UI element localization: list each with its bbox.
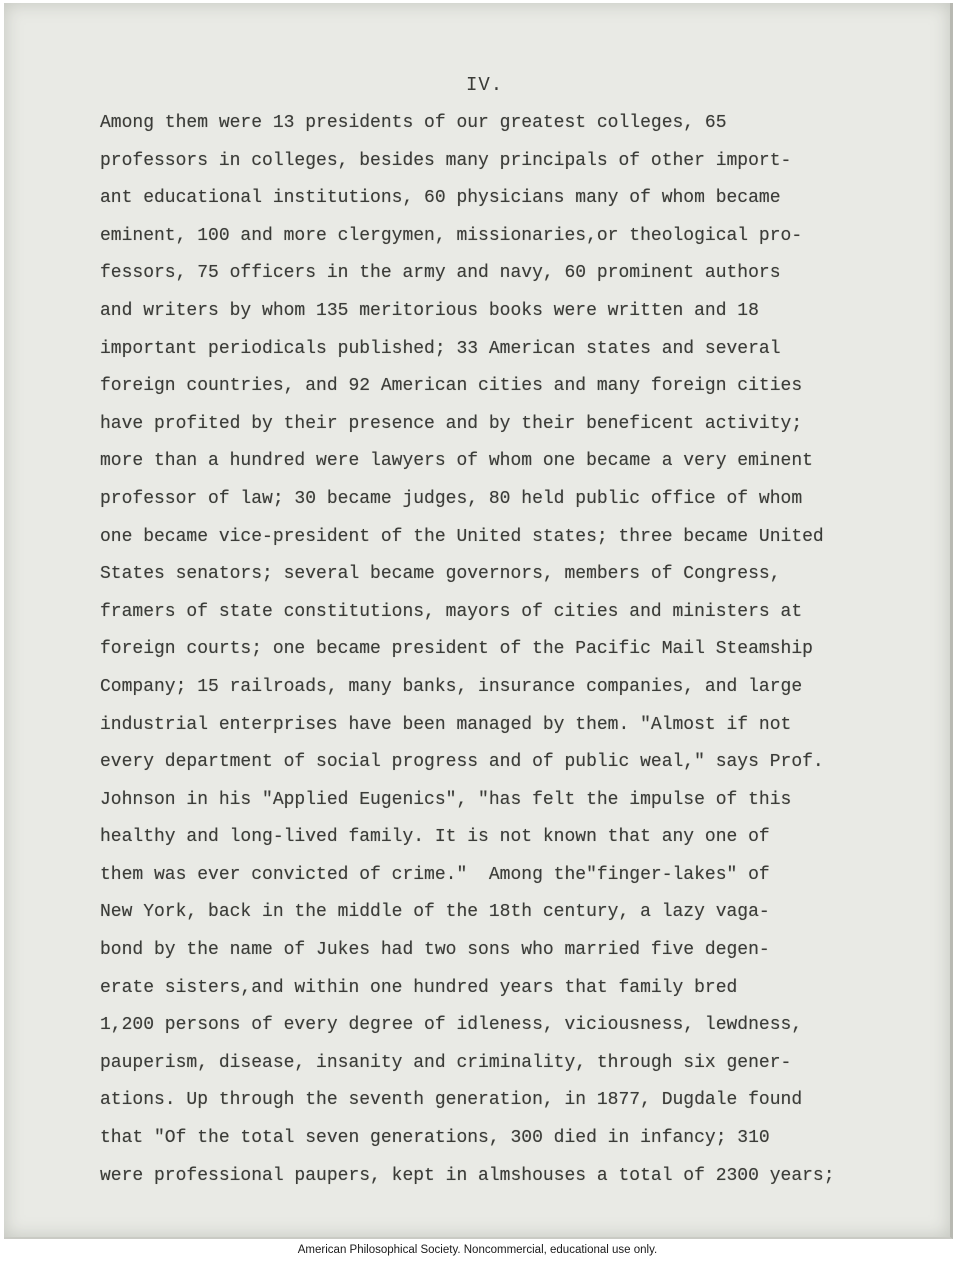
text-line: important periodicals published; 33 American states and several [100,338,781,359]
text-line: New York, back in the middle of the 18th century, a lazy vaga- [100,902,770,923]
text-line: fessors, 75 officers in the army and navy, 60 prominent authors [100,263,781,284]
text-line: States senators; several became governors, members of Congress, [100,564,781,585]
text-line: foreign courts; one became president of the Pacific Mail Steamship [100,639,813,660]
text-line: 1,200 persons of every degree of idleness, viciousness, lewdness, [100,1015,803,1036]
text-line: and writers by whom 135 meritorious books were written and 18 [100,300,759,321]
text-line: that "Of the total seven generations, 300 died in infancy; 310 [100,1128,770,1149]
text-line: ant educational institutions, 60 physicians many of whom became [100,188,781,209]
text-line: one became vice-president of the United states; three became United [100,526,824,547]
text-line: Company; 15 railroads, many banks, insurance companies, and large [100,676,803,697]
text-line: Johnson in his "Applied Eugenics", "has felt the impulse of this [100,789,792,810]
text-line: pauperism, disease, insanity and criminality, through six gener- [100,1052,792,1073]
text-line: healthy and long-lived family. It is not known that any one of [100,827,770,848]
text-line: industrial enterprises have been managed by them. "Almost if not [100,714,792,735]
body-text [100,105,900,1195]
text-line: professor of law; 30 became judges, 80 held public office of whom [100,488,803,509]
text-line: every department of social progress and of public weal," says Prof. [100,752,824,773]
copyright-footer: American Philosophical Society. Noncommercial, educational use only. [297,1244,658,1256]
text-line: have profited by their presence and by their beneficent activity; [100,413,803,434]
typewritten-page [4,3,953,1239]
text-line: erate sisters,and within one hundred years that family bred [100,977,738,998]
text-line: professors in colleges, besides many principals of other import- [100,150,792,171]
text-line: were professional paupers, kept in almshouses a total of 2300 years; [100,1165,835,1186]
page-number: IV. [466,74,504,96]
text-line: more than a hundred were lawyers of whom one became a very eminent [100,451,813,472]
text-line: them was ever convicted of crime." Among the"finger-lakes" of [100,864,770,885]
text-line: Among them were 13 presidents of our greatest colleges, 65 [100,113,727,133]
text-line: framers of state constitutions, mayors of cities and ministers at [100,601,803,622]
text-line: ations. Up through the seventh generation, in 1877, Dugdale found [100,1090,803,1111]
text-line: bond by the name of Jukes had two sons who married five degen- [100,940,770,961]
text-line: foreign countries, and 92 American cities and many foreign cities [100,376,803,397]
text-line: eminent, 100 and more clergymen, missionaries,or theological pro- [100,225,803,246]
